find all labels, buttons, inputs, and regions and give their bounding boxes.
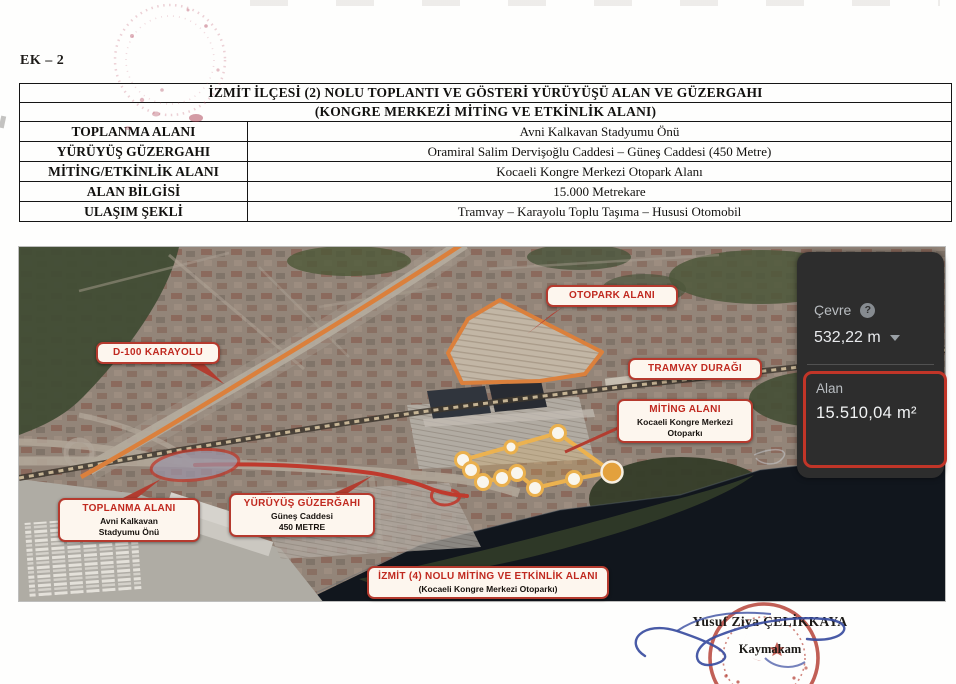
callout-title: TOPLANMA ALANI	[82, 503, 176, 514]
signatory-name: Yusuf Ziya ÇELİKKAYA	[692, 614, 848, 629]
row-label: ULAŞIM ŞEKLİ	[20, 202, 248, 222]
attachment-label: EK – 2	[20, 53, 65, 68]
callout-title: İZMİT (4) NOLU MİTİNG VE ETKİNLİK ALANI	[378, 571, 598, 582]
table-row	[20, 202, 952, 222]
callout-subtitle: Otoparkı	[667, 427, 703, 438]
row-label: ALAN BİLGİSİ	[20, 182, 248, 202]
scan-artifact	[0, 116, 6, 129]
callout-title: TRAMVAY DURAĞI	[647, 363, 743, 374]
area-highlight-box	[803, 371, 947, 468]
table-row	[20, 182, 952, 202]
signatory-title: Kaymakam	[738, 642, 802, 656]
perimeter-value: 532,22 m	[814, 329, 881, 346]
callout-etkinlik-alani	[367, 566, 609, 599]
callout-d100-karayolu	[96, 342, 220, 364]
faint-stamp	[98, 0, 248, 142]
area-label: Alan	[816, 381, 844, 396]
row-value: Oramiral Salim Dervişoğlu Caddesi – Güneş Caddesi (450 Metre)	[248, 142, 952, 162]
callout-subtitle: Güneş Caddesi	[271, 510, 333, 521]
callout-tramvay-duragi	[628, 358, 762, 380]
callout-subtitle: Avni Kalkavan	[100, 515, 158, 526]
callout-title: MİTİNG ALANI	[649, 404, 721, 415]
scan-artifact	[250, 0, 940, 6]
callout-toplanma-alani	[58, 498, 200, 542]
table-row	[20, 162, 952, 182]
row-value: Tramvay – Karayolu Toplu Taşıma – Hususi Otomobil	[248, 202, 952, 222]
chevron-down-icon	[890, 335, 900, 341]
table-row	[20, 142, 952, 162]
measurement-panel	[797, 252, 944, 478]
row-label: YÜRÜYÜŞ GÜZERGAHI	[20, 142, 248, 162]
row-value: 15.000 Metrekare	[248, 182, 952, 202]
row-value: Kocaeli Kongre Merkezi Otopark Alanı	[248, 162, 952, 182]
row-label: MİTİNG/ETKİNLİK ALANI	[20, 162, 248, 182]
table-title-line2: (KONGRE MERKEZİ MİTİNG VE ETKİNLİK ALANI)	[20, 103, 952, 122]
help-icon: ?	[860, 303, 875, 318]
panel-divider	[807, 364, 934, 365]
callout-title: YÜRÜYÜŞ GÜZERĞAHI	[243, 498, 361, 509]
callout-title: OTOPARK ALANI	[569, 290, 655, 301]
perimeter-label: Çevre	[814, 302, 852, 318]
table-title-line1: İZMİT İLÇESİ (2) NOLU TOPLANTI VE GÖSTERİ YÜRÜYÜŞÜ ALAN VE GÜZERGAHI	[20, 84, 952, 103]
callout-yuruyus-guzergahi	[229, 493, 375, 537]
callout-subtitle: 450 METRE	[278, 521, 326, 532]
callout-title: D-100 KARAYOLU	[113, 347, 203, 358]
callout-subtitle: Stadyumu Önü	[98, 526, 160, 537]
handwritten-signature	[615, 598, 905, 680]
row-value: Avni Kalkavan Stadyumu Önü	[248, 122, 952, 142]
row-label: TOPLANMA ALANI	[20, 122, 248, 142]
area-value: 15.510,04 m²	[816, 404, 917, 422]
callout-miting-alani	[617, 399, 753, 443]
callout-otopark-alani	[546, 285, 678, 307]
callout-subtitle: Kocaeli Kongre Merkezi	[637, 416, 733, 427]
callout-subtitle: (Kocaeli Kongre Merkezi Otoparkı)	[418, 583, 558, 594]
